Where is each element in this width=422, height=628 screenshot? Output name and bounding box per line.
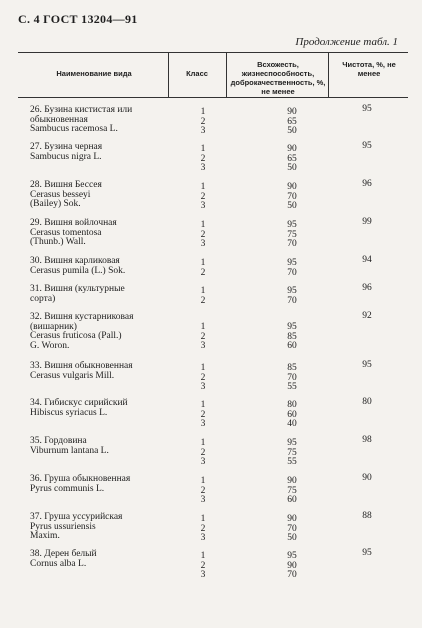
species-name-line: 32. Вишня кустарниковая — [30, 312, 134, 322]
species-name-line: 26. Бузина кистистая или — [30, 105, 133, 115]
class-value: 1 — [200, 400, 206, 410]
class-value: 1 — [200, 144, 206, 154]
species-name-line: 36. Груша обыкновенная — [30, 474, 131, 484]
purity-value: 98 — [362, 435, 372, 445]
germination-value: 70 — [287, 191, 297, 202]
class-values — [196, 515, 210, 544]
germination-value: 70 — [287, 239, 297, 250]
germination-value: 95 — [287, 286, 297, 296]
germination-values — [278, 287, 306, 306]
species-name-line: Cerasus tomentosa — [30, 227, 102, 238]
class-value: 3 — [200, 126, 206, 137]
germination-value: 95 — [287, 322, 297, 332]
germination-value: 50 — [287, 163, 297, 174]
species-name-line: Cornus alba L. — [30, 558, 87, 569]
species-name — [30, 285, 170, 304]
class-value: 1 — [200, 514, 206, 524]
germination-value: 90 — [287, 182, 297, 192]
class-value: 3 — [200, 201, 206, 212]
column-header-name: Наименование вида — [56, 69, 132, 78]
class-value: 2 — [200, 485, 206, 496]
class-value: 2 — [200, 267, 206, 278]
species-name — [30, 219, 170, 248]
column-divider-1 — [168, 52, 169, 98]
germination-value: 75 — [287, 229, 297, 240]
class-values — [196, 259, 210, 278]
germination-values — [278, 108, 306, 137]
species-name-line: Cerasus fruticosa (Pall.) — [30, 331, 122, 342]
species-name — [30, 257, 170, 276]
class-values — [196, 145, 210, 174]
column-divider-3 — [328, 52, 329, 98]
class-value: 1 — [200, 551, 206, 561]
germination-value: 65 — [287, 153, 297, 164]
purity-value: 80 — [362, 397, 372, 407]
species-name-line: Pyrus communis L. — [30, 483, 105, 494]
germination-value: 80 — [287, 400, 297, 410]
purity-value: 95 — [362, 104, 372, 114]
species-name-line: (вишарник) — [30, 321, 77, 332]
class-value: 2 — [200, 295, 206, 306]
purity-value: 96 — [362, 179, 372, 189]
class-values — [196, 552, 210, 581]
class-value: 1 — [200, 107, 206, 117]
germination-values — [278, 477, 306, 506]
species-name-line: 33. Вишня обыкновенная — [30, 361, 133, 371]
class-value: 2 — [200, 372, 206, 383]
germination-value: 50 — [287, 533, 297, 544]
class-value: 2 — [200, 191, 206, 202]
species-name-line: Cerasus pumila (L.) Sok. — [30, 265, 126, 276]
class-value: 3 — [200, 239, 206, 250]
species-name-line: сорта) — [30, 293, 56, 304]
purity-value: 96 — [362, 283, 372, 293]
germination-value: 95 — [287, 220, 297, 230]
class-value: 2 — [200, 409, 206, 420]
species-name-line: Pyrus ussuriensis — [30, 521, 96, 532]
species-name — [30, 550, 170, 569]
purity-value: 95 — [362, 141, 372, 151]
class-values — [196, 287, 210, 306]
species-name-line: 34. Гибискус сирийский — [30, 398, 128, 408]
species-name-line: Sambucus racemosa L. — [30, 124, 118, 135]
column-header-class: Класс — [186, 69, 208, 78]
germination-value: 85 — [287, 363, 297, 373]
germination-value: 50 — [287, 126, 297, 137]
species-name-line: G. Woron. — [30, 340, 70, 351]
class-value: 3 — [200, 382, 206, 393]
germination-value: 90 — [287, 144, 297, 154]
germination-values — [278, 552, 306, 581]
class-values — [196, 221, 210, 250]
class-values — [196, 364, 210, 393]
germination-value: 50 — [287, 201, 297, 212]
class-value: 1 — [200, 363, 206, 373]
table-top-rule — [18, 52, 408, 53]
species-name — [30, 475, 170, 494]
class-value: 2 — [200, 523, 206, 534]
germination-value: 95 — [287, 551, 297, 561]
page-header-left: С. 4 ГОСТ 13204—91 — [18, 12, 138, 26]
species-name-line: 28. Вишня Бессея — [30, 180, 102, 190]
species-name-line: Hibiscus syriacus L. — [30, 407, 108, 418]
species-name-line: Cerasus besseyi — [30, 189, 91, 200]
class-value: 2 — [200, 153, 206, 164]
purity-value: 94 — [362, 255, 372, 265]
species-name — [30, 181, 170, 210]
species-name — [30, 399, 170, 418]
germination-value: 60 — [287, 495, 297, 506]
germination-value: 90 — [287, 107, 297, 117]
germination-value: 90 — [287, 476, 297, 486]
germination-values — [278, 401, 306, 430]
germination-value: 70 — [287, 523, 297, 534]
germination-value: 75 — [287, 485, 297, 496]
germination-value: 60 — [287, 341, 297, 352]
germination-value: 40 — [287, 419, 297, 430]
table-header-bottom-rule — [18, 97, 408, 98]
germination-value: 95 — [287, 258, 297, 268]
purity-value: 92 — [362, 311, 372, 321]
class-value: 1 — [200, 322, 206, 332]
species-name — [30, 513, 170, 542]
species-name-line: (Bailey) Sok. — [30, 199, 81, 210]
class-value: 1 — [200, 220, 206, 230]
species-name-line: 35. Гордовина — [30, 436, 87, 446]
class-values — [196, 108, 210, 137]
germination-value: 70 — [287, 295, 297, 306]
species-name-line: 29. Вишня войлочная — [30, 218, 117, 228]
class-value: 3 — [200, 533, 206, 544]
purity-value: 88 — [362, 511, 372, 521]
germination-value: 55 — [287, 382, 297, 393]
germination-value: 70 — [287, 267, 297, 278]
purity-value: 99 — [362, 217, 372, 227]
species-name — [30, 106, 170, 135]
class-value: 3 — [200, 495, 206, 506]
germination-value: 70 — [287, 570, 297, 581]
germination-values — [278, 515, 306, 544]
germination-values — [278, 221, 306, 250]
class-value: 3 — [200, 570, 206, 581]
species-name-line: Cerasus vulgaris Mill. — [30, 370, 115, 381]
germination-value: 85 — [287, 331, 297, 342]
class-value: 3 — [200, 341, 206, 352]
class-value: 3 — [200, 163, 206, 174]
germination-values — [278, 323, 306, 352]
class-value: 3 — [200, 457, 206, 468]
class-value: 3 — [200, 419, 206, 430]
germination-values — [278, 364, 306, 393]
purity-value: 90 — [362, 473, 372, 483]
species-name-line: Viburnum lantana L. — [30, 445, 109, 456]
germination-values — [278, 259, 306, 278]
class-values — [196, 323, 210, 352]
species-name — [30, 313, 170, 351]
germination-value: 65 — [287, 116, 297, 127]
class-value: 1 — [200, 286, 206, 296]
species-name-line: 37. Груша уссурийская — [30, 512, 123, 522]
class-value: 1 — [200, 476, 206, 486]
species-name — [30, 143, 170, 162]
class-value: 1 — [200, 438, 206, 448]
class-value: 2 — [200, 229, 206, 240]
page-header-right: Продолжение табл. 1 — [295, 36, 398, 48]
species-name-line: Maxim. — [30, 531, 60, 542]
class-value: 1 — [200, 182, 206, 192]
germination-value: 55 — [287, 457, 297, 468]
species-name-line: (Thunb.) Wall. — [30, 237, 86, 248]
species-name-line: 30. Вишня карликовая — [30, 256, 120, 266]
class-value: 2 — [200, 116, 206, 127]
germination-values — [278, 183, 306, 212]
purity-value: 95 — [362, 548, 372, 558]
purity-value: 95 — [362, 360, 372, 370]
species-name-line: 38. Дерен белый — [30, 549, 97, 559]
column-divider-2 — [226, 52, 227, 98]
species-name — [30, 437, 170, 456]
class-values — [196, 401, 210, 430]
germination-values — [278, 439, 306, 468]
germination-value: 90 — [287, 514, 297, 524]
germination-values — [278, 145, 306, 174]
germination-value: 70 — [287, 372, 297, 383]
column-header-purity: Чистота, %, не менее — [342, 60, 396, 78]
species-name-line: 31. Вишня (культурные — [30, 284, 125, 294]
class-values — [196, 183, 210, 212]
class-value: 2 — [200, 560, 206, 571]
germination-value: 60 — [287, 409, 297, 420]
class-value: 2 — [200, 331, 206, 342]
species-name-line: Sambucus nigra L. — [30, 151, 102, 162]
species-name-line: 27. Бузина черная — [30, 142, 103, 152]
class-value: 2 — [200, 447, 206, 458]
class-value: 1 — [200, 258, 206, 268]
germination-value: 75 — [287, 447, 297, 458]
germination-value: 90 — [287, 560, 297, 571]
column-header-germination: Всхожесть, жизнеспособность, доброкачественность, %, не менее — [230, 60, 326, 96]
class-values — [196, 439, 210, 468]
germination-value: 95 — [287, 438, 297, 448]
class-values — [196, 477, 210, 506]
species-name-line: обыкновенная — [30, 114, 88, 125]
species-name — [30, 362, 170, 381]
